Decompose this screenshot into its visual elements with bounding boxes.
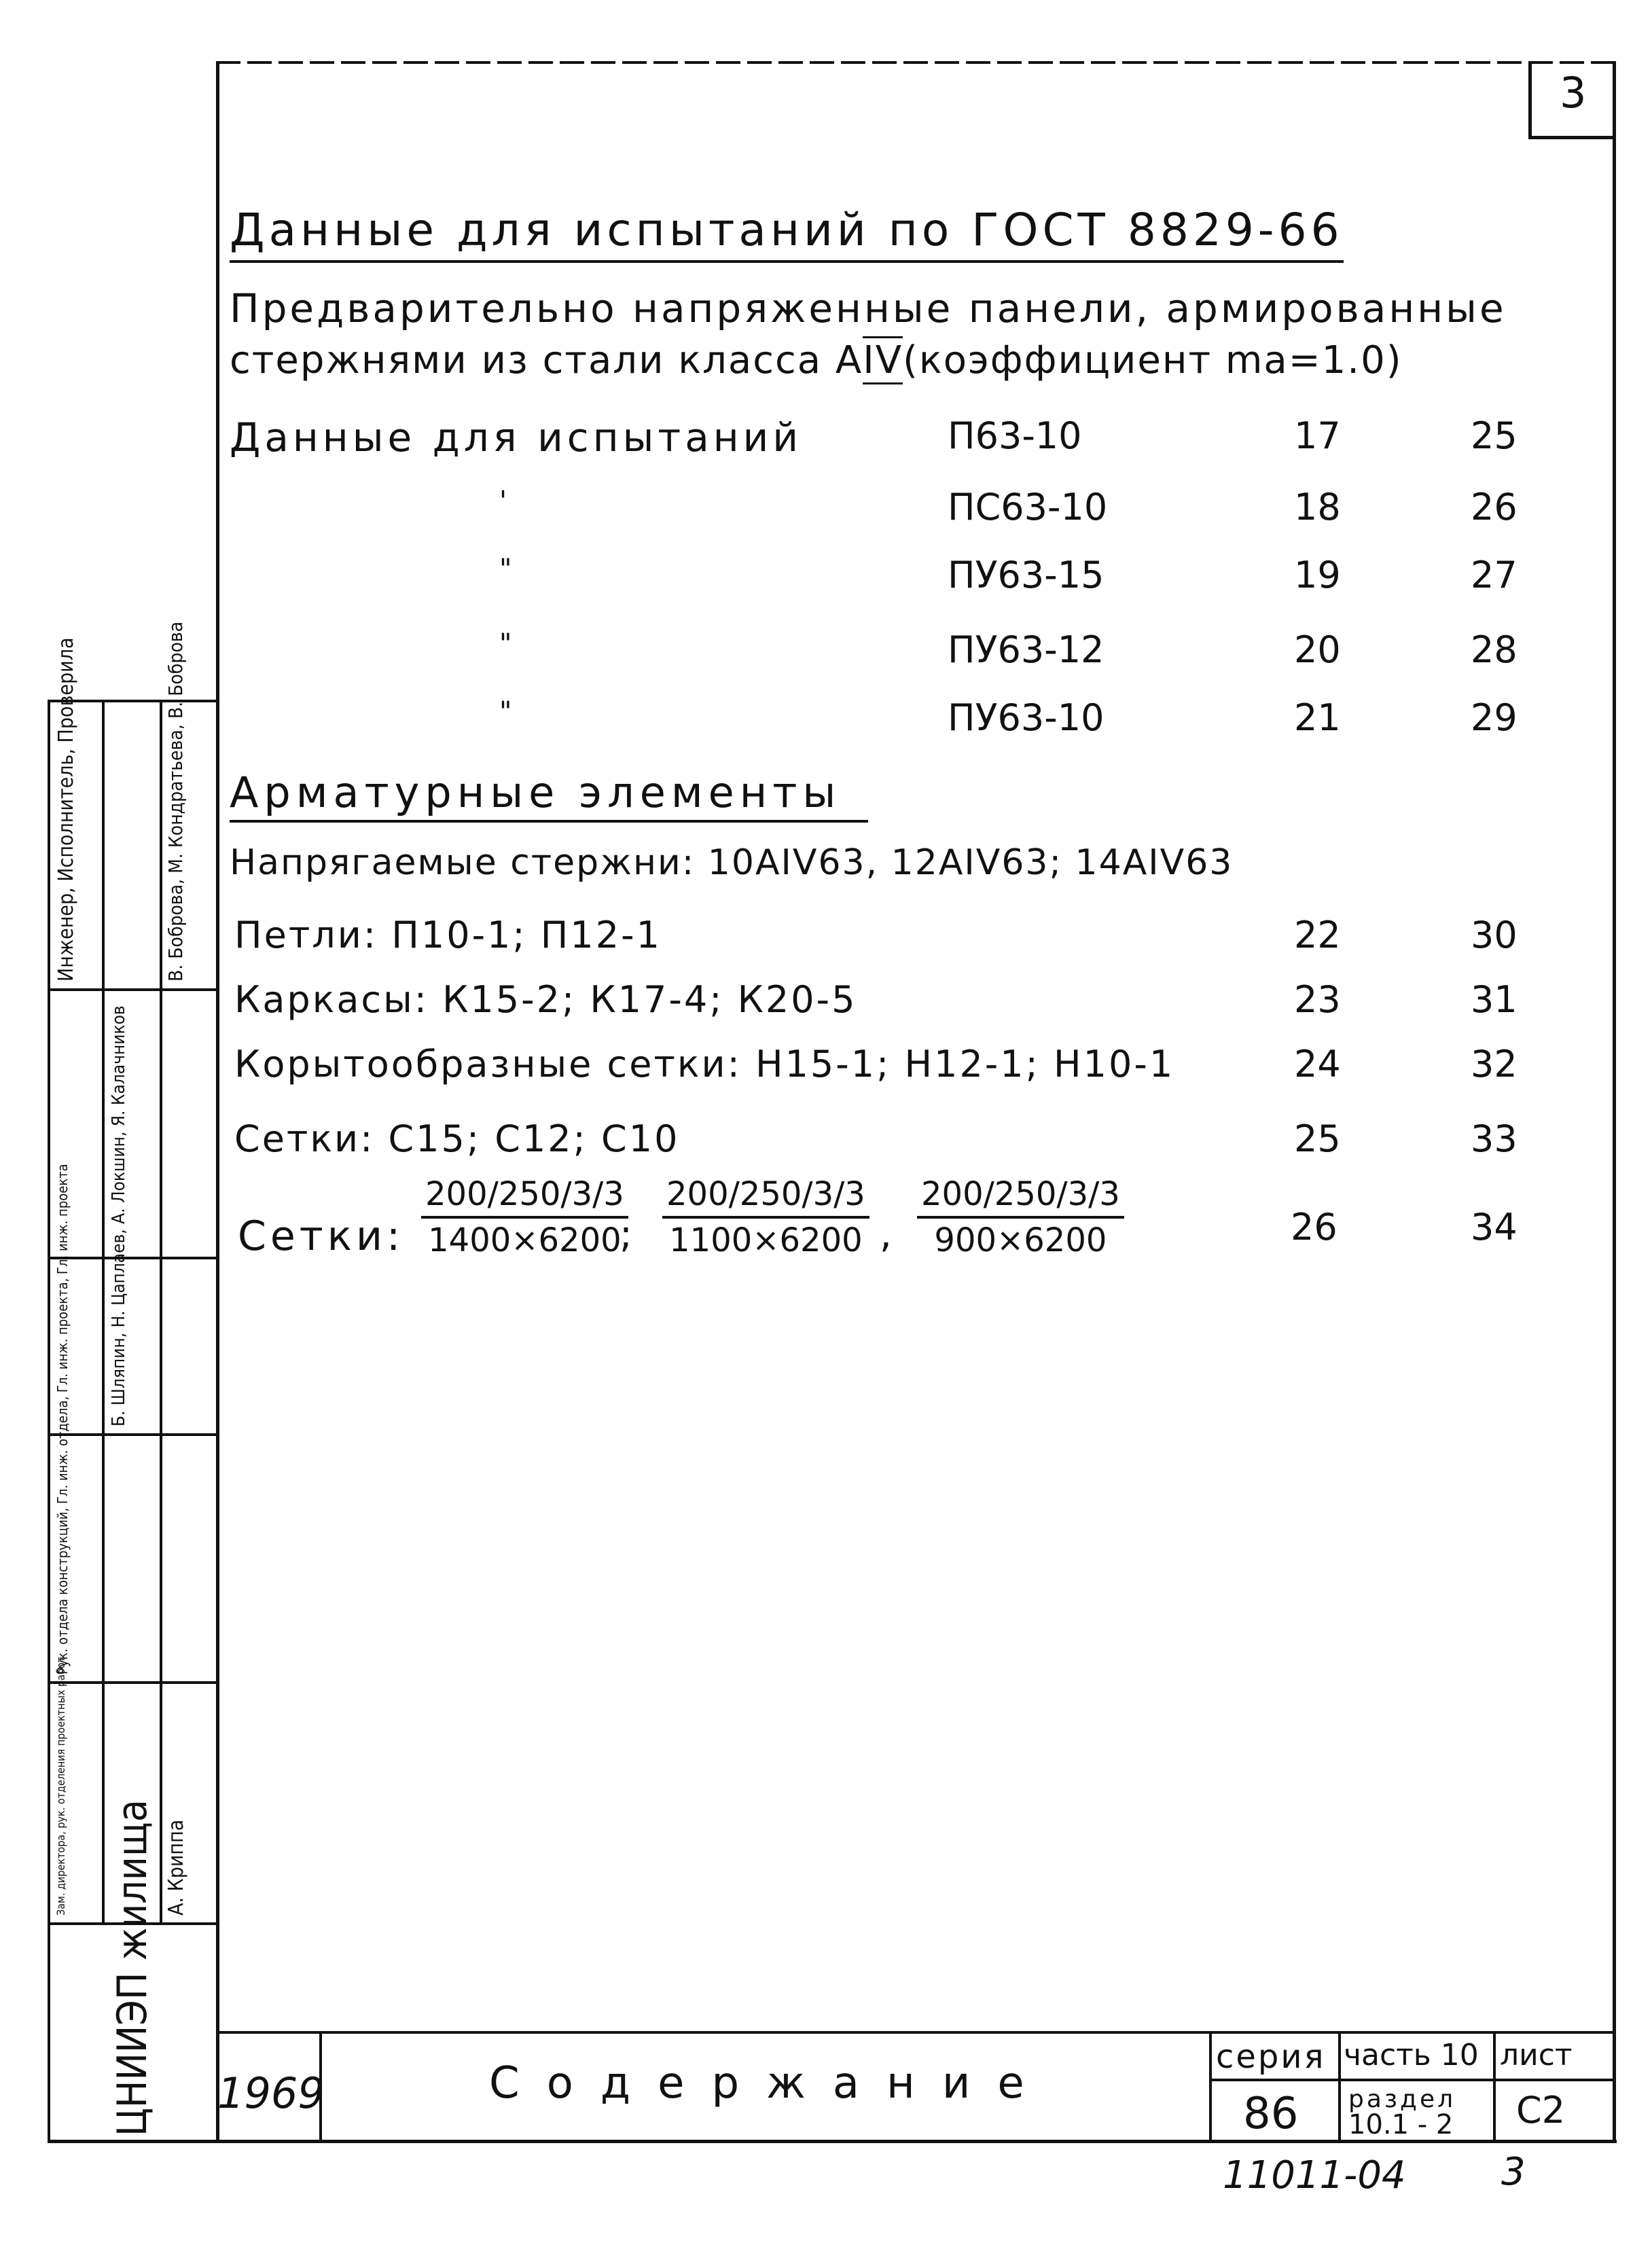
net-fraction-3 — [917, 1175, 1124, 1259]
doc-page: 3 — [1501, 2150, 1526, 2194]
section2-heading: Арматурные элементы — [230, 768, 868, 823]
element-text: Корытообразные сетки: Н15-1; Н12-1; Н10-1 — [234, 1043, 1175, 1085]
element-col1: 25 — [1294, 1117, 1341, 1160]
frame-top-line — [216, 61, 1615, 64]
test-mark: ПУ63-15 — [948, 554, 1105, 596]
net-fraction-1 — [421, 1175, 628, 1259]
test-col1: 18 — [1294, 486, 1341, 528]
net-fraction-3-den: 900×6200 — [934, 1221, 1107, 1259]
series-value: 86 — [1243, 2089, 1299, 2139]
stamp-director-names: А. Криппа — [164, 1819, 188, 1916]
stamp-eng-roles: Инженер, Исполнитель, Проверила — [54, 637, 78, 982]
test-mark: П63-10 — [948, 414, 1082, 457]
tests-label: Данные для испытаний — [230, 414, 803, 461]
sheet-number-top: 3 — [1560, 68, 1587, 118]
element-text: Петли: П10-1; П12-1 — [234, 914, 662, 956]
sheet-label: лист — [1500, 2038, 1573, 2072]
test-col1: 17 — [1294, 414, 1341, 457]
stamp-col-line-1 — [48, 700, 50, 2143]
stamp-director-roles: Зам. директора, рук. отделения проектных работ — [54, 1656, 67, 1916]
test-col2: 25 — [1471, 414, 1518, 457]
series-label: серия — [1216, 2038, 1326, 2076]
net-fraction-2 — [662, 1175, 869, 1259]
net-sep-2: , — [880, 1213, 892, 1257]
intro-line-2-suffix: (коэффициент ma=1.0) — [903, 338, 1403, 382]
net-sep-1: ; — [620, 1213, 632, 1257]
stamp-col-line-3 — [160, 700, 162, 1922]
stamp-div-4 — [48, 1681, 217, 1684]
stamp-org: ЦНИИЭП жилища — [109, 1799, 156, 2136]
net-fraction-2-den: 1100×6200 — [669, 1221, 863, 1259]
test-col2: 29 — [1471, 696, 1518, 739]
title-block-mid-line — [1209, 2079, 1615, 2081]
stamp-dept-roles: Рук. отдела конструкций, Гл. инж. отдела, Гл. инж. проекта, Гл. инж. проекта — [54, 1164, 71, 1674]
test-mark: ПУ63-12 — [948, 628, 1105, 671]
title-block-div-sheet — [1493, 2031, 1496, 2141]
title-block-div-part — [1338, 2031, 1341, 2141]
net-fraction-2-num: 200/250/3/3 — [662, 1175, 869, 1219]
stamp-col-line-2 — [102, 700, 105, 1922]
stamp-names: Б. Шляпин, Н. Цаплаев, А. Локшин, Я. Калачников — [109, 1005, 129, 1426]
test-ditto-mark: " — [499, 628, 512, 660]
steel-class: IV — [863, 336, 903, 384]
test-ditto-mark: " — [499, 696, 512, 728]
element-text: Сетки: С15; С12; С10 — [234, 1117, 680, 1160]
element-col1: 23 — [1294, 978, 1341, 1021]
title-block-top-line — [216, 2031, 1615, 2034]
intro-line-2-prefix: стержнями из стали класса А — [230, 338, 863, 382]
stamp-div-3 — [48, 1433, 217, 1436]
test-col1: 21 — [1294, 696, 1341, 739]
element-col2: 33 — [1471, 1117, 1518, 1160]
net-fraction-1-num: 200/250/3/3 — [421, 1175, 628, 1219]
test-ditto-mark: " — [499, 554, 512, 585]
intro-line-1: Предварительно напряженные панели, армированные — [230, 285, 1507, 331]
section-label: раздел — [1348, 2085, 1456, 2113]
test-col1: 20 — [1294, 628, 1341, 671]
net-fraction-1-den: 1400×6200 — [428, 1221, 622, 1259]
frame-right-line — [1613, 61, 1616, 2141]
element-text: Каркасы: К15-2; К17-4; К20-5 — [234, 978, 857, 1021]
stamp-div-2 — [48, 1257, 217, 1259]
title-block-title: Содержание — [489, 2058, 1052, 2108]
stamp-eng-names: В. Боброва, М. Кондратьева, В. Боброва — [164, 621, 187, 982]
page-heading: Данные для испытаний по ГОСТ 8829-66 — [230, 204, 1344, 263]
nets-col1: 26 — [1291, 1206, 1337, 1249]
part-label: часть 10 — [1344, 2038, 1479, 2072]
test-col1: 19 — [1294, 554, 1341, 596]
title-year: 1969 — [217, 2068, 325, 2118]
rods-line: Напрягаемые стержни: 10АIV63, 12АIV63; 14АIV63 — [230, 842, 1234, 883]
test-col2: 27 — [1471, 554, 1518, 596]
title-block-div-series — [1209, 2031, 1212, 2141]
test-mark: ПУ63-10 — [948, 696, 1105, 739]
test-mark: ПС63-10 — [948, 486, 1108, 528]
test-col2: 28 — [1471, 628, 1518, 671]
test-ditto-mark: ' — [499, 486, 507, 517]
test-col2: 26 — [1471, 486, 1518, 528]
element-col2: 32 — [1471, 1043, 1518, 1085]
stamp-div-1 — [48, 988, 217, 991]
doc-number: 11011-04 — [1223, 2153, 1406, 2197]
nets-col2: 34 — [1471, 1206, 1518, 1249]
nets-label: Сетки: — [238, 1213, 405, 1260]
element-col2: 30 — [1471, 914, 1518, 956]
section-value: 10.1 - 2 — [1348, 2109, 1454, 2140]
sheet-value: С2 — [1516, 2089, 1566, 2132]
intro-line-2 — [230, 338, 1403, 382]
side-stamp — [48, 621, 217, 2143]
element-col1: 22 — [1294, 914, 1341, 956]
element-col1: 24 — [1294, 1043, 1341, 1085]
net-fraction-3-num: 200/250/3/3 — [917, 1175, 1124, 1219]
element-col2: 31 — [1471, 978, 1518, 1021]
